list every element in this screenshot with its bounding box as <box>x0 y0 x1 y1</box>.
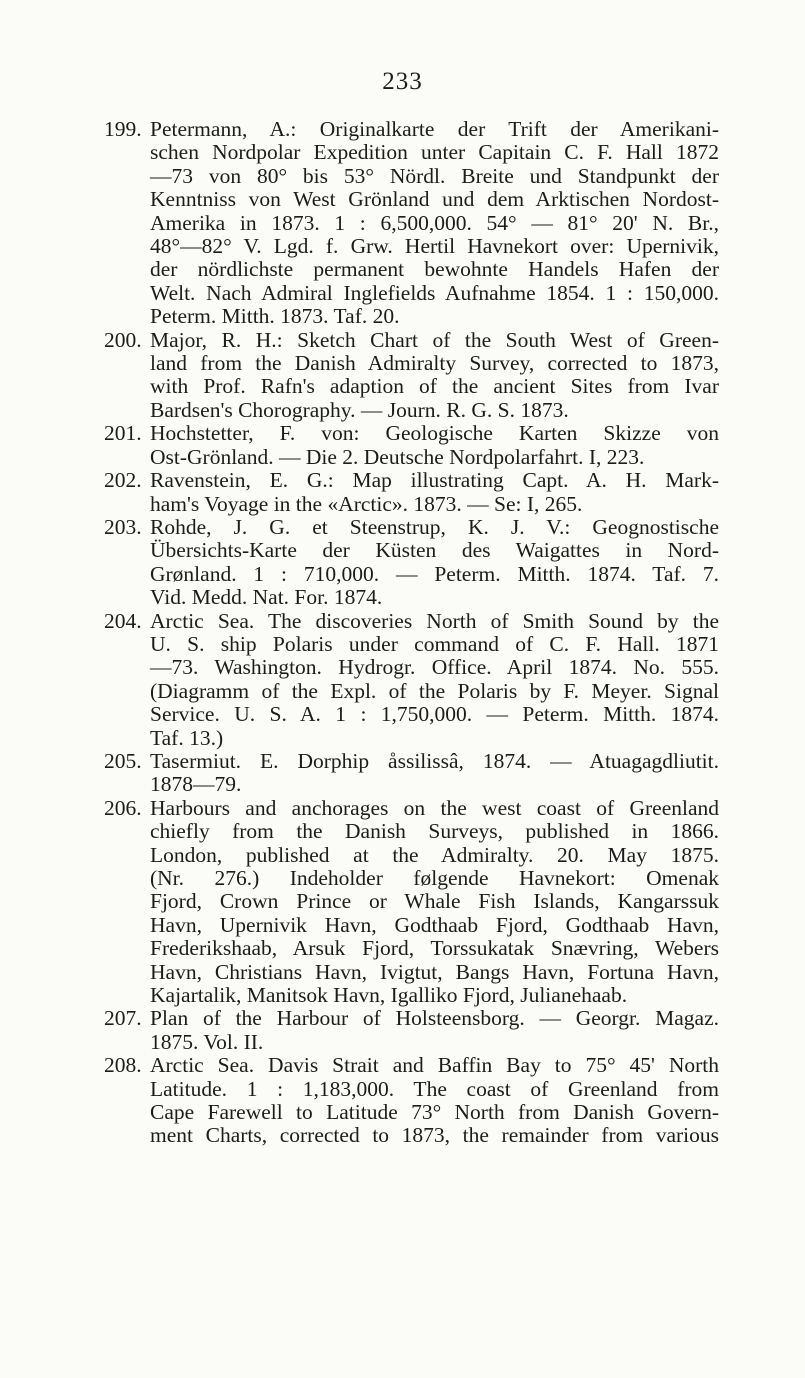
entry-text-line: Welt. Nach Admiral Inglefields Aufnahme 1854. 1 : 150,000. <box>150 280 719 305</box>
entry-text-line: Major, R. H.: Sketch Chart of the South West of Green- <box>150 327 719 352</box>
entry-text-line: with Prof. Rafn's adaption of the ancient Sites from Ivar <box>150 374 719 399</box>
entry-text-line: Übersichts-Karte der Küsten des Waigattes in Nord- <box>150 538 719 563</box>
entry-text-line: Havn, Christians Havn, Ivigtut, Bangs Havn, Fortuna Havn, <box>150 959 719 984</box>
page-number: 233 <box>382 68 423 95</box>
entry-number: 200. <box>104 327 142 352</box>
bibliography-entry <box>0 797 805 1008</box>
entry-text-line: chiefly from the Danish Surveys, published in 1866. <box>150 819 719 844</box>
entry-text-line: Kenntniss von West Grönland und dem Arktischen Nordost- <box>150 187 719 212</box>
entry-text-line: ment Charts, corrected to 1873, the remainder from various <box>150 1123 719 1148</box>
entry-text-line: Taf. 13.) <box>150 725 224 750</box>
entry-number: 199. <box>104 117 142 141</box>
entry-number: 205. <box>104 748 142 773</box>
bibliography-entry <box>0 516 805 610</box>
entry-text-line: U. S. ship Polaris under command of C. F. Hall. 1871 <box>150 631 719 656</box>
entry-text-line: Hochstetter, F. von: Geologische Karten Skizze von <box>150 421 719 446</box>
entry-text-line: Bardsen's Chorography. — Journ. R. G. S. 1873. <box>150 397 569 422</box>
entry-number: 202. <box>104 468 142 493</box>
entry-text-line: schen Nordpolar Expedition unter Capitain C. F. Hall 1872 <box>150 140 719 165</box>
entry-number: 203. <box>104 514 142 539</box>
bibliography-entry <box>0 750 805 797</box>
entry-text-line: Arctic Sea. The discoveries North of Smith Sound by the <box>150 608 719 633</box>
entry-text-line: land from the Danish Admiralty Survey, corrected to 1873, <box>150 351 719 376</box>
entry-number: 208. <box>104 1053 142 1078</box>
entry-text-line: Ost-Grönland. — Die 2. Deutsche Nordpolarfahrt. I, 223. <box>150 444 645 469</box>
entry-text-line: Amerika in 1873. 1 : 6,500,000. 54° — 81° 20' N. Br., <box>150 210 719 235</box>
entry-text-line: ham's Voyage in the «Arctic». 1873. — Se: I, 265. <box>150 491 583 516</box>
entry-text-line: Rohde, J. G. et Steenstrup, K. J. V.: Geognostische <box>150 514 719 539</box>
entry-text-line: (Nr. 276.) Indeholder følgende Havnekort: Omenak <box>150 866 719 890</box>
entry-text-line: Fjord, Crown Prince or Whale Fish Islands, Kangarssuk <box>150 889 719 914</box>
entry-number: 201. <box>104 421 142 446</box>
bibliography-entry <box>0 469 805 516</box>
entry-text-line: Cape Farewell to Latitude 73° North from Danish Govern- <box>150 1100 719 1125</box>
entry-text-line: Plan of the Harbour of Holsteensborg. — Georgr. Magaz. <box>150 1006 719 1031</box>
entry-number: 206. <box>104 795 142 820</box>
entry-text-line: Tasermiut. E. Dorphip åssilissâ, 1874. — Atuagagdliutit. <box>150 748 719 773</box>
entry-number: 207. <box>104 1006 142 1031</box>
bibliography-entry <box>0 1007 805 1054</box>
entry-text-line: —73. Washington. Hydrogr. Office. April 1874. No. 555. <box>150 655 719 680</box>
bibliography-list <box>0 118 805 1148</box>
entry-text-line: 1878—79. <box>150 772 242 797</box>
entry-text-line: Arctic Sea. Davis Strait and Baffin Bay to 75° 45' North <box>150 1053 719 1078</box>
bibliography-entry <box>0 118 805 329</box>
entry-text-line: Frederikshaab, Arsuk Fjord, Torssukatak Snævring, Webers <box>150 936 719 961</box>
entry-text-line: Harbours and anchorages on the west coast of Greenland <box>150 795 719 820</box>
entry-text-line: Peterm. Mitth. 1873. Taf. 20. <box>150 304 400 329</box>
entry-text-line: Vid. Medd. Nat. For. 1874. <box>150 585 383 610</box>
entry-text-line: der nördlichste permanent bewohnte Handels Hafen der <box>150 257 719 282</box>
entry-text-line: 48°—82° V. Lgd. f. Grw. Hertil Havnekort over: Upernivik, <box>150 234 719 259</box>
entry-text-line: Kajartalik, Manitsok Havn, Igalliko Fjord, Julianehaab. <box>150 983 628 1008</box>
entry-text-line: (Diagramm of the Expl. of the Polaris by F. Meyer. Signal <box>150 678 719 703</box>
entry-text-line: —73 von 80° bis 53° Nördl. Breite und Standpunkt der <box>150 163 719 188</box>
entry-text-line: Grønland. 1 : 710,000. — Peterm. Mitth. 1874. Taf. 7. <box>150 561 719 586</box>
bibliography-entry <box>0 610 805 750</box>
bibliography-entry <box>0 1054 805 1148</box>
entry-text-line: London, published at the Admiralty. 20. May 1875. <box>150 842 719 867</box>
entry-text-line: Petermann, A.: Originalkarte der Trift der Amerikani- <box>150 117 719 141</box>
entry-number: 204. <box>104 608 142 633</box>
entry-text-line: 1875. Vol. II. <box>150 1029 264 1054</box>
entry-text-line: Ravenstein, E. G.: Map illustrating Capt. A. H. Mark- <box>150 468 719 493</box>
entry-text-line: Havn, Upernivik Havn, Godthaab Fjord, Godthaab Havn, <box>150 912 719 937</box>
bibliography-entry <box>0 422 805 469</box>
bibliography-entry <box>0 329 805 423</box>
entry-text-line: Latitude. 1 : 1,183,000. The coast of Greenland from <box>150 1076 719 1101</box>
entry-text-line: Service. U. S. A. 1 : 1,750,000. — Peterm. Mitth. 1874. <box>150 702 719 727</box>
